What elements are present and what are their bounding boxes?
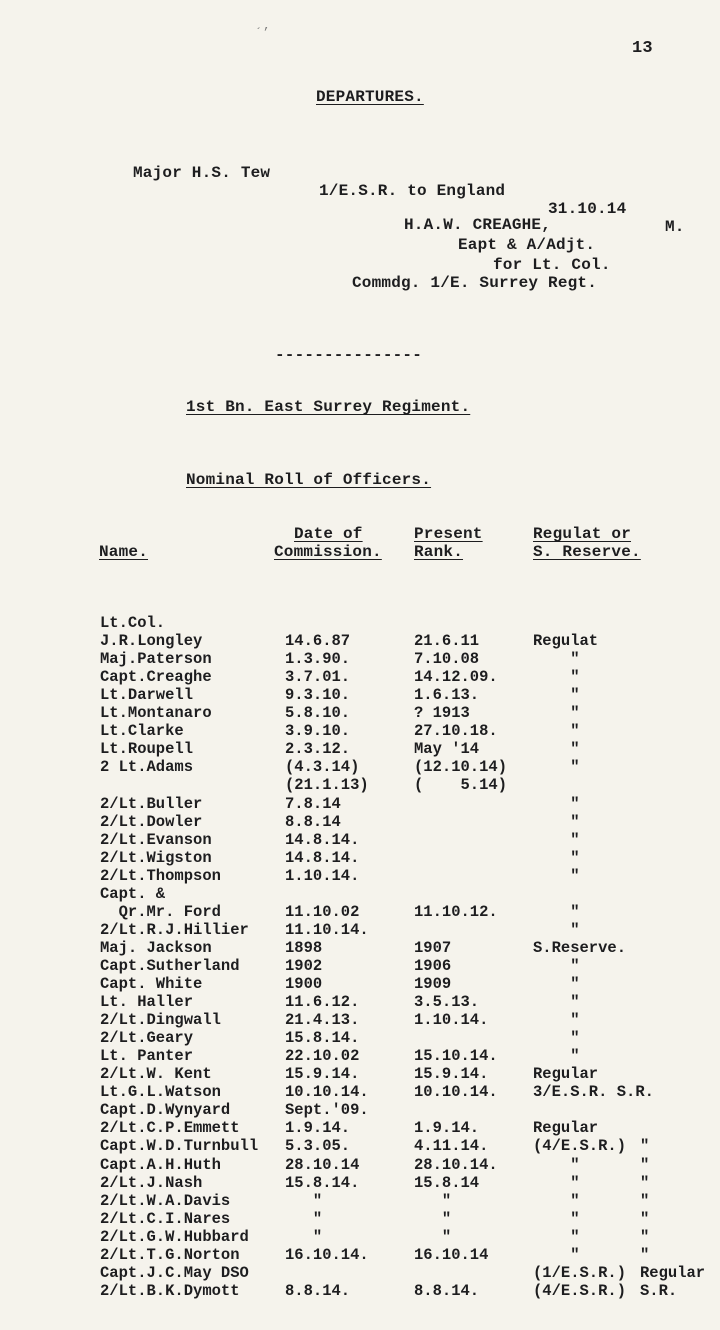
commission-date: 1.9.14. [285, 1119, 351, 1138]
table-row [0, 885, 720, 903]
table-row [0, 939, 720, 957]
pencil-mark: ´’ [255, 26, 270, 40]
signature-rank: Eapt & A/Adjt. [458, 236, 596, 254]
commission-date: 11.6.12. [285, 993, 360, 1012]
present-rank: 1906 [414, 956, 452, 975]
commission-date: 14.8.14. [285, 830, 360, 849]
departure-name: Major H.S. Tew [133, 164, 271, 182]
remark: " [640, 1155, 650, 1174]
present-rank: 28.10.14. [414, 1155, 498, 1174]
header-reg-line1: Regulat or [533, 525, 632, 543]
regular-or-reserve: " [533, 650, 580, 669]
departures-title: DEPARTURES. [316, 88, 424, 106]
officer-name: Maj. Jackson [100, 938, 212, 957]
present-rank: May '14 [414, 740, 480, 759]
table-row [0, 758, 720, 776]
table-row [0, 795, 720, 813]
regular-or-reserve: " [533, 1173, 580, 1192]
regular-or-reserve: " [533, 848, 580, 867]
officer-name: Lt.Col. [100, 614, 166, 632]
present-rank: " [414, 1191, 452, 1210]
present-rank: 15.9.14. [414, 1065, 489, 1084]
table-row [0, 1210, 720, 1228]
present-rank: ( 5.14) [414, 776, 508, 795]
commission-date: 11.10.14. [285, 920, 369, 939]
regular-or-reserve: " [533, 902, 580, 921]
regular-or-reserve: " [533, 975, 580, 993]
table-row [0, 1282, 720, 1300]
remark: S.R. [640, 1281, 678, 1300]
present-rank: 27.10.18. [414, 722, 498, 741]
table-row [0, 1192, 720, 1210]
regular-or-reserve: " [533, 668, 580, 687]
signature-command: Commdg. 1/E. Surrey Regt. [352, 274, 598, 292]
table-row [0, 686, 720, 704]
present-rank: 1.10.14. [414, 1011, 489, 1030]
commission-date: 11.10.02 [285, 902, 360, 921]
table-row [0, 1083, 720, 1101]
present-rank: (12.10.14) [414, 758, 508, 777]
regular-or-reserve: " [533, 812, 580, 831]
regular-or-reserve: (4/E.S.R.) [533, 1281, 627, 1300]
officer-name: Capt. White [100, 975, 203, 993]
regular-or-reserve: (4/E.S.R.) [533, 1137, 627, 1156]
table-row [0, 975, 720, 993]
officer-name: Capt.A.H.Huth [100, 1155, 221, 1174]
officer-name: Capt.W.D.Turnbull [100, 1137, 259, 1156]
commission-date: 3.9.10. [285, 722, 351, 741]
officer-name: 2/Lt.G.W.Hubbard [100, 1227, 249, 1246]
table-row [0, 903, 720, 921]
regular-or-reserve: " [533, 1227, 580, 1246]
present-rank: 11.10.12. [414, 902, 498, 921]
regular-or-reserve: " [533, 1155, 580, 1174]
regular-or-reserve: " [533, 1011, 580, 1030]
regular-or-reserve: Regulat [533, 632, 599, 651]
table-row [0, 867, 720, 885]
table-row [0, 632, 720, 650]
regular-or-reserve: Regular [533, 1119, 599, 1138]
present-rank: 8.8.14. [414, 1281, 480, 1300]
table-row [0, 993, 720, 1011]
header-rank-line1: Present [414, 525, 483, 543]
regular-or-reserve: " [533, 1047, 580, 1066]
commission-date: 15.8.14. [285, 1029, 360, 1048]
table-row [0, 1264, 720, 1282]
officer-name: 2/Lt.C.P.Emmett [100, 1119, 240, 1138]
commission-date: 2.3.12. [285, 740, 351, 759]
commission-date: 14.8.14. [285, 848, 360, 867]
officer-name: Lt.Clarke [100, 722, 184, 741]
commission-date: 28.10.14 [285, 1155, 360, 1174]
table-row [0, 1029, 720, 1047]
regular-or-reserve: " [533, 1209, 580, 1228]
officer-name: Qr.Mr. Ford [100, 902, 221, 921]
officer-name: Maj.Paterson [100, 650, 212, 669]
remark: " [640, 1209, 650, 1228]
commission-date: 5.8.10. [285, 704, 351, 723]
regular-or-reserve: Regular [533, 1065, 599, 1084]
regular-or-reserve: " [533, 1245, 580, 1264]
commission-date: 3.7.01. [285, 668, 351, 687]
commission-date: 1898 [285, 938, 323, 957]
officer-name: Lt.G.L.Watson [100, 1083, 221, 1102]
regular-or-reserve: " [533, 686, 580, 705]
table-row [0, 1174, 720, 1192]
remark: " [640, 1137, 650, 1156]
table-row [0, 776, 720, 794]
table-row [0, 813, 720, 831]
regular-or-reserve: " [533, 704, 580, 723]
officer-name: 2/Lt.C.I.Nares [100, 1209, 231, 1228]
roll-title: Nominal Roll of Officers. [186, 471, 432, 489]
present-rank: 10.10.14. [414, 1083, 498, 1102]
commission-date: 8.8.14. [285, 1281, 351, 1300]
signature-name: H.A.W. CREAGHE, [404, 216, 552, 234]
officer-name: Lt.Darwell [100, 686, 194, 705]
regular-or-reserve: " [533, 1029, 580, 1048]
table-row [0, 614, 720, 632]
commission-date: " [285, 1191, 323, 1210]
commission-date: 7.8.14 [285, 794, 341, 813]
present-rank: 1.9.14. [414, 1119, 480, 1138]
regular-or-reserve: S.Reserve. [533, 938, 627, 957]
commission-date: 16.10.14. [285, 1245, 369, 1264]
present-rank: 14.12.09. [414, 668, 498, 687]
present-rank: 1907 [414, 938, 452, 957]
departure-date: 31.10.14 [548, 200, 627, 218]
regular-or-reserve: " [533, 956, 580, 975]
commission-date: " [285, 1227, 323, 1246]
officer-name: Lt. Panter [100, 1047, 194, 1066]
commission-date: Sept.'09. [285, 1101, 369, 1120]
present-rank: " [414, 1209, 452, 1228]
header-rank-line2: Rank. [414, 543, 464, 561]
officer-name: 2/Lt.B.K.Dymott [100, 1281, 240, 1300]
table-row [0, 957, 720, 975]
present-rank: 1.6.13. [414, 686, 480, 705]
officer-name: 2/Lt.T.G.Norton [100, 1245, 240, 1264]
commission-date: 15.8.14. [285, 1173, 360, 1192]
commission-date: 1.3.90. [285, 650, 351, 669]
officer-name: Lt. Haller [100, 993, 194, 1012]
commission-date: (4.3.14) [285, 758, 360, 777]
officer-name: J.R.Longley [100, 632, 203, 651]
table-row [0, 1065, 720, 1083]
present-rank: " [414, 1227, 452, 1246]
commission-date: 9.3.10. [285, 686, 351, 705]
commission-date: 5.3.05. [285, 1137, 351, 1156]
officer-name: 2/Lt.Dowler [100, 812, 203, 831]
battalion-title: 1st Bn. East Surrey Regiment. [186, 398, 471, 416]
table-row [0, 650, 720, 668]
commission-date: " [285, 1209, 323, 1228]
officer-name: Capt.Creaghe [100, 668, 212, 687]
officer-name: 2/Lt.Dingwall [100, 1011, 221, 1030]
officer-name: 2/Lt.Buller [100, 794, 203, 813]
officer-name: 2/Lt.W.A.Davis [100, 1191, 231, 1210]
commission-date: 14.6.87 [285, 632, 351, 651]
table-row [0, 1156, 720, 1174]
regular-or-reserve: (1/E.S.R.) [533, 1263, 627, 1282]
officer-name: 2 Lt.Adams [100, 758, 194, 777]
officer-name: 2/Lt.J.Nash [100, 1173, 203, 1192]
present-rank: 4.11.14. [414, 1137, 489, 1156]
departure-unit: 1/E.S.R. to England [319, 182, 506, 200]
present-rank: 16.10.14 [414, 1245, 489, 1264]
table-row [0, 1047, 720, 1065]
officer-name: Capt.Sutherland [100, 956, 240, 975]
officer-name: 2/Lt.Thompson [100, 866, 221, 885]
header-reg-line2: S. Reserve. [533, 543, 641, 561]
commission-date: 1900 [285, 975, 323, 993]
commission-date: 21.4.13. [285, 1011, 360, 1030]
header-date-line2: Commission. [274, 543, 382, 561]
regular-or-reserve: " [533, 740, 580, 759]
commission-date: 8.8.14 [285, 812, 341, 831]
signature-for: for Lt. Col. [493, 256, 611, 274]
header-name: Name. [99, 543, 149, 561]
table-row [0, 831, 720, 849]
departure-code: M. [665, 218, 685, 236]
regular-or-reserve: " [533, 830, 580, 849]
officer-name: 2/Lt.Wigston [100, 848, 212, 867]
commission-date: 15.9.14. [285, 1065, 360, 1084]
separator-rule: --------------- [275, 346, 423, 364]
present-rank: 15.10.14. [414, 1047, 498, 1066]
commission-date: 22.10.02 [285, 1047, 360, 1066]
regular-or-reserve: " [533, 758, 580, 777]
table-row [0, 1137, 720, 1155]
present-rank: 21.6.11 [414, 632, 480, 651]
remark: " [640, 1173, 650, 1192]
regular-or-reserve: " [533, 920, 580, 939]
commission-date: 10.10.14. [285, 1083, 369, 1102]
table-row [0, 668, 720, 686]
page-number: 13 [632, 39, 653, 58]
remark: Regular [640, 1263, 706, 1282]
regular-or-reserve: " [533, 1191, 580, 1210]
officer-name: Lt.Roupell [100, 740, 194, 759]
officer-name: Capt.D.Wynyard [100, 1101, 231, 1120]
table-row [0, 1119, 720, 1137]
commission-date: (21.1.13) [285, 776, 369, 795]
officer-name: Lt.Montanaro [100, 704, 212, 723]
table-row [0, 1011, 720, 1029]
header-date-line1: Date of [294, 525, 363, 543]
table-row [0, 722, 720, 740]
present-rank: 7.10.08 [414, 650, 480, 669]
table-row [0, 704, 720, 722]
table-row [0, 740, 720, 758]
table-row [0, 1228, 720, 1246]
table-row [0, 1246, 720, 1264]
remark: " [640, 1245, 650, 1264]
present-rank: ? 1913 [414, 704, 470, 723]
remark: " [640, 1191, 650, 1210]
officer-name: Capt. & [100, 884, 166, 903]
commission-date: 1902 [285, 956, 323, 975]
departure-entry [133, 146, 693, 254]
officer-name: 2/Lt.Geary [100, 1029, 194, 1048]
present-rank: 15.8.14 [414, 1173, 480, 1192]
regular-or-reserve: " [533, 866, 580, 885]
table-row [0, 1101, 720, 1119]
regular-or-reserve: " [533, 722, 580, 741]
officer-name: 2/Lt.R.J.Hillier [100, 920, 249, 939]
officer-name: 2/Lt.Evanson [100, 830, 212, 849]
officer-name: 2/Lt.W. Kent [100, 1065, 212, 1084]
present-rank: 1909 [414, 975, 452, 993]
officer-name: Capt.J.C.May DSO [100, 1263, 249, 1282]
remark: " [640, 1227, 650, 1246]
regular-or-reserve: 3/E.S.R. S.R. [533, 1083, 654, 1102]
table-row [0, 849, 720, 867]
table-row [0, 921, 720, 939]
commission-date: 1.10.14. [285, 866, 360, 885]
regular-or-reserve: " [533, 993, 580, 1012]
regular-or-reserve: " [533, 794, 580, 813]
present-rank: 3.5.13. [414, 993, 480, 1012]
